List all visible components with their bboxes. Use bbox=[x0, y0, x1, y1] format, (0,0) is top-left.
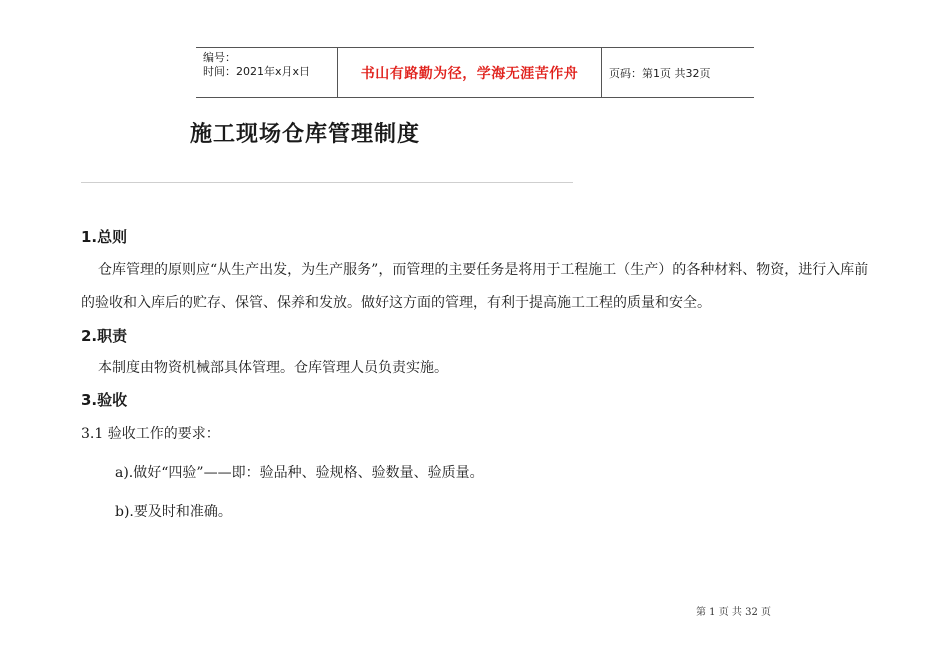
list-item-four-checks: a).做好“四验”——即：验品种、验规格、验数量、验质量。 bbox=[115, 465, 484, 481]
header-meta-cell bbox=[196, 48, 338, 97]
section-heading-acceptance: 3.验收 bbox=[81, 391, 128, 409]
title-divider bbox=[81, 182, 573, 183]
section-paragraph-duties: 本制度由物资机械部具体管理。仓库管理人员负责实施。 bbox=[98, 360, 448, 376]
header-motto-cell bbox=[338, 48, 602, 97]
header-table bbox=[196, 47, 754, 98]
header-page-cell bbox=[602, 48, 754, 97]
page-info-text: 页码：第1页 共32页 bbox=[609, 66, 711, 80]
list-item-timely-accurate: b).要及时和准确。 bbox=[115, 504, 232, 520]
document-body bbox=[81, 226, 873, 523]
section-heading-general: 1.总则 bbox=[81, 228, 128, 246]
section-paragraph-general: 仓库管理的原则应“从生产出发，为生产服务”，而管理的主要任务是将用于工程施工（生产）的各种材料、物资，进行入库前的验收和入库后的贮存、保管、保养和发放。做好这方面的管理，有利于提高施工工程的质量和安全。 bbox=[81, 262, 869, 311]
motto-text: 书山有路勤为径，学海无涯苦作舟 bbox=[360, 65, 579, 82]
document-number-label: 编号： bbox=[203, 51, 236, 64]
document-time-label: 时间：2021年x月x日 bbox=[203, 65, 311, 78]
subsection-acceptance-requirements: 3.1 验收工作的要求： bbox=[81, 426, 220, 442]
section-heading-duties: 2.职责 bbox=[81, 327, 128, 345]
document-title: 施工现场仓库管理制度 bbox=[190, 122, 421, 147]
page-footer: 第 1 页 共 32 页 bbox=[696, 607, 771, 618]
